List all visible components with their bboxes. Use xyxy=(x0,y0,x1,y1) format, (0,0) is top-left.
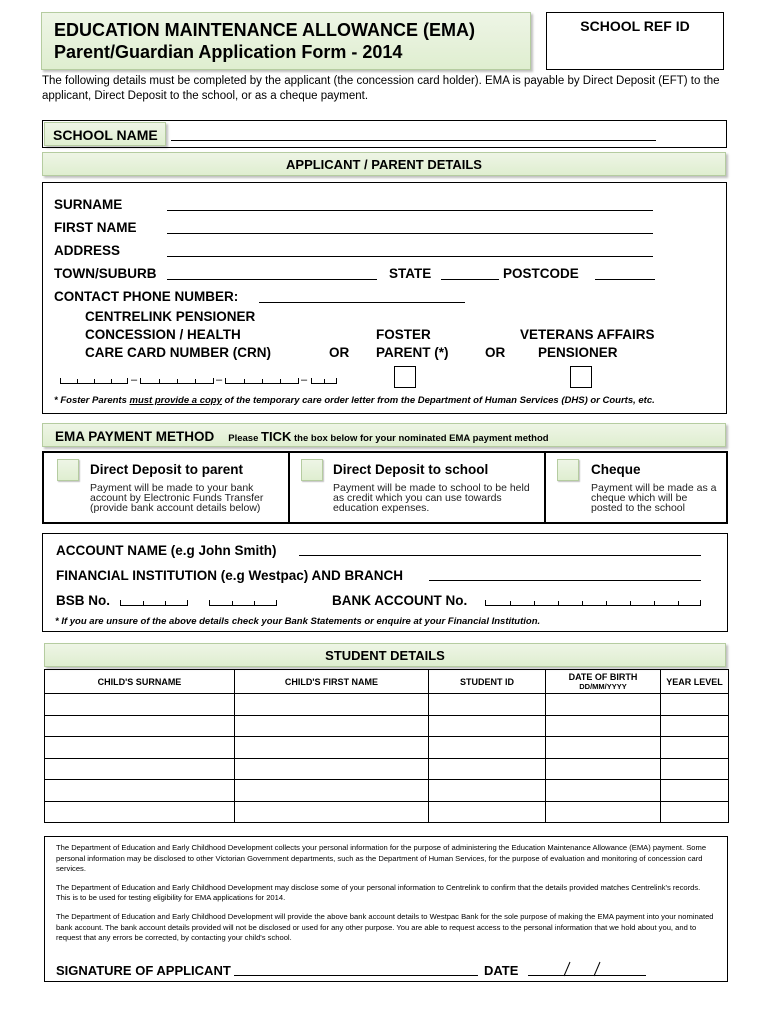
school-name-field[interactable] xyxy=(171,140,656,141)
veterans-label-line1: VETERANS AFFAIRS xyxy=(520,327,655,342)
foster-note-prefix: * Foster Parents xyxy=(54,395,130,406)
student-id-cell[interactable] xyxy=(429,758,546,780)
table-row xyxy=(45,780,729,802)
student-section-title: STUDENT DETAILS xyxy=(325,648,445,663)
signature-row xyxy=(56,961,716,981)
student-dob-cell[interactable] xyxy=(546,801,661,823)
col-header-dob xyxy=(546,670,661,694)
postcode-label: POSTCODE xyxy=(503,266,579,281)
crn-segment-3[interactable] xyxy=(225,378,299,384)
cheque-checkbox[interactable] xyxy=(557,459,579,481)
form-title: EDUCATION MAINTENANCE ALLOWANCE (EMA) xyxy=(54,20,475,40)
student-year-cell[interactable] xyxy=(661,758,729,780)
student-surname-cell[interactable] xyxy=(45,715,235,737)
signature-label: SIGNATURE OF APPLICANT xyxy=(56,963,231,978)
or-label-1: OR xyxy=(329,345,350,360)
crn-dash-1: – xyxy=(131,374,138,386)
crn-segment-4[interactable] xyxy=(311,378,337,384)
address-label: ADDRESS xyxy=(54,243,121,258)
school-ref-id-box[interactable] xyxy=(546,12,724,70)
bsb-segment-2[interactable] xyxy=(209,600,277,606)
payment-instruction-prefix: Please xyxy=(228,433,262,444)
first-name-label: FIRST NAME xyxy=(54,220,137,235)
foster-note xyxy=(54,395,655,406)
cheque-desc: Payment will be made as a cheque which will be posted to the school xyxy=(591,482,717,514)
payment-option-parent[interactable] xyxy=(44,453,288,522)
student-surname-cell[interactable] xyxy=(45,801,235,823)
student-first-name-cell[interactable] xyxy=(235,758,429,780)
form-title-box xyxy=(41,12,531,70)
direct-deposit-parent-desc: Payment will be made to your bank account by Electronic Funds Transfer (provide bank account details below) xyxy=(90,482,264,514)
privacy-statement-box xyxy=(44,836,728,982)
bsb-label: BSB No. xyxy=(56,593,110,608)
direct-deposit-school-desc: Payment will be made to school to be held as credit which you can use towards education expenses. xyxy=(333,482,530,514)
table-row xyxy=(45,758,729,780)
state-label: STATE xyxy=(389,266,432,281)
student-id-cell[interactable] xyxy=(429,801,546,823)
table-row xyxy=(45,801,729,823)
account-name-label: ACCOUNT NAME (e.g John Smith) xyxy=(56,543,277,558)
foster-parent-checkbox[interactable] xyxy=(394,366,416,388)
school-name-row xyxy=(42,120,727,148)
applicant-section-title: APPLICANT / PARENT DETAILS xyxy=(286,157,482,172)
or-label-2: OR xyxy=(485,345,506,360)
student-section-header xyxy=(44,643,726,667)
direct-deposit-school-title: Direct Deposit to school xyxy=(333,462,489,477)
foster-note-underlined: must provide a copy xyxy=(129,395,222,406)
direct-deposit-parent-checkbox[interactable] xyxy=(57,459,79,481)
payment-instruction xyxy=(228,429,549,444)
crn-segment-2[interactable] xyxy=(140,378,214,384)
student-surname-cell[interactable] xyxy=(45,758,235,780)
student-first-name-cell[interactable] xyxy=(235,780,429,802)
student-year-cell[interactable] xyxy=(661,737,729,759)
student-year-cell[interactable] xyxy=(661,801,729,823)
col-header-first-name: CHILD'S FIRST NAME xyxy=(235,670,429,694)
surname-field[interactable] xyxy=(167,210,653,211)
table-row xyxy=(45,737,729,759)
student-first-name-cell[interactable] xyxy=(235,801,429,823)
signature-field[interactable] xyxy=(234,975,478,976)
student-first-name-cell[interactable] xyxy=(235,694,429,716)
table-row xyxy=(45,715,729,737)
student-dob-cell[interactable] xyxy=(546,780,661,802)
financial-institution-field[interactable] xyxy=(429,580,701,581)
crn-label-line2: CONCESSION / HEALTH xyxy=(85,327,241,342)
applicant-section-header xyxy=(42,152,726,176)
address-field[interactable] xyxy=(167,256,653,257)
privacy-paragraph-1: The Department of Education and Early Childhood Development collects your personal information for the purpose of administering the Education Maintenance Allowance (EMA) payment. Some personal information may be disclosed to other Victorian Government departments, such as the Department of Human Services, for the purpose of evaluation and monitoring of concession card services. xyxy=(56,843,707,874)
student-dob-cell[interactable] xyxy=(546,737,661,759)
col-header-year-level: YEAR LEVEL xyxy=(661,670,729,694)
bank-details-box xyxy=(42,533,728,632)
payment-options-box xyxy=(42,451,728,524)
contact-phone-label: CONTACT PHONE NUMBER: xyxy=(54,289,239,304)
direct-deposit-parent-title: Direct Deposit to parent xyxy=(90,462,244,477)
payment-method-title: EMA PAYMENT METHOD xyxy=(55,429,215,444)
bsb-segment-1[interactable] xyxy=(120,600,188,606)
date-separator-icon xyxy=(556,961,616,977)
student-id-cell[interactable] xyxy=(429,715,546,737)
crn-label-line1: CENTRELINK PENSIONER xyxy=(85,309,256,324)
student-table-header xyxy=(45,670,729,694)
contact-phone-field[interactable] xyxy=(259,302,465,303)
col-header-student-id: STUDENT ID xyxy=(429,670,546,694)
cheque-title: Cheque xyxy=(591,462,641,477)
student-year-cell[interactable] xyxy=(661,694,729,716)
student-surname-cell[interactable] xyxy=(45,780,235,802)
payment-option-school[interactable] xyxy=(288,453,544,522)
crn-dash-3: – xyxy=(301,374,308,386)
date-label: DATE xyxy=(484,963,519,978)
foster-label-line1: FOSTER xyxy=(376,327,431,342)
payment-option-cheque[interactable] xyxy=(544,453,726,522)
payment-instruction-tick: TICK xyxy=(261,429,292,444)
account-name-field[interactable] xyxy=(299,555,701,556)
student-year-cell[interactable] xyxy=(661,780,729,802)
veterans-affairs-checkbox[interactable] xyxy=(570,366,592,388)
form-subtitle: Parent/Guardian Application Form - 2014 xyxy=(54,42,403,62)
student-table xyxy=(44,669,729,823)
payment-method-header xyxy=(42,423,726,447)
foster-label-line2: PARENT (*) xyxy=(376,345,449,360)
student-dob-cell[interactable] xyxy=(546,715,661,737)
town-suburb-field[interactable] xyxy=(167,279,377,280)
student-dob-cell[interactable] xyxy=(546,758,661,780)
postcode-field[interactable] xyxy=(595,279,655,280)
table-row xyxy=(45,694,729,716)
bank-note: * If you are unsure of the above details check your Bank Statements or enquire at your Financial Institution. xyxy=(55,616,541,627)
student-surname-cell[interactable] xyxy=(45,694,235,716)
privacy-paragraph-2: The Department of Education and Early Childhood Development may disclose some of your personal information to Centrelink to confirm that the details provided matches Centrelink's records. This is to be used for testing eligibility for EMA applications for 2014. xyxy=(56,882,701,903)
student-first-name-cell[interactable] xyxy=(235,715,429,737)
student-id-cell[interactable] xyxy=(429,737,546,759)
state-field[interactable] xyxy=(441,279,499,280)
foster-note-suffix: of the temporary care order letter from the Department of Human Services (DHS) or Courts, etc. xyxy=(221,395,655,406)
student-first-name-cell[interactable] xyxy=(235,737,429,759)
student-id-cell[interactable] xyxy=(429,780,546,802)
student-dob-cell[interactable] xyxy=(546,694,661,716)
intro-text: The following details must be completed by the applicant (the concession card holder). EMA is payable by Direct Deposit (EFT) to the applicant, Direct Deposit to the school, or as a cheque payment. xyxy=(42,75,720,102)
bank-account-label: BANK ACCOUNT No. xyxy=(332,593,468,608)
school-name-label: SCHOOL NAME xyxy=(44,122,166,146)
surname-label: SURNAME xyxy=(54,197,123,212)
bank-account-field[interactable] xyxy=(485,600,701,606)
crn-label-line3: CARE CARD NUMBER (CRN) xyxy=(85,345,271,360)
crn-segment-1[interactable] xyxy=(60,378,128,384)
town-suburb-label: TOWN/SUBURB xyxy=(54,266,157,281)
dob-format: DD/MM/YYYY xyxy=(579,681,627,691)
financial-institution-label: FINANCIAL INSTITUTION (e.g Westpac) AND BRANCH xyxy=(56,568,404,583)
student-id-cell[interactable] xyxy=(429,694,546,716)
payment-instruction-suffix: the box below for your nominated EMA payment method xyxy=(291,433,549,444)
direct-deposit-school-checkbox[interactable] xyxy=(301,459,323,481)
applicant-details-box xyxy=(42,182,727,414)
privacy-paragraph-3: The Department of Education and Early Childhood Development will provide the above bank account details to Westpac Bank for the sole purpose of making the EMA payment into your nominated bank account. The bank account details provided will not be disclosed or used for any other purpose. You are able to request access to the personal information that we hold about you, and to request that any errors be corrected, by contacting your child's school. xyxy=(56,911,714,943)
dob-label: DATE OF BIRTH xyxy=(568,671,638,682)
crn-dash-2: – xyxy=(216,374,223,386)
first-name-field[interactable] xyxy=(167,233,653,234)
student-year-cell[interactable] xyxy=(661,715,729,737)
veterans-label-line2: PENSIONER xyxy=(538,345,618,360)
student-surname-cell[interactable] xyxy=(45,737,235,759)
col-header-surname: CHILD'S SURNAME xyxy=(45,670,235,694)
school-ref-id-label: SCHOOL REF ID xyxy=(580,18,690,34)
